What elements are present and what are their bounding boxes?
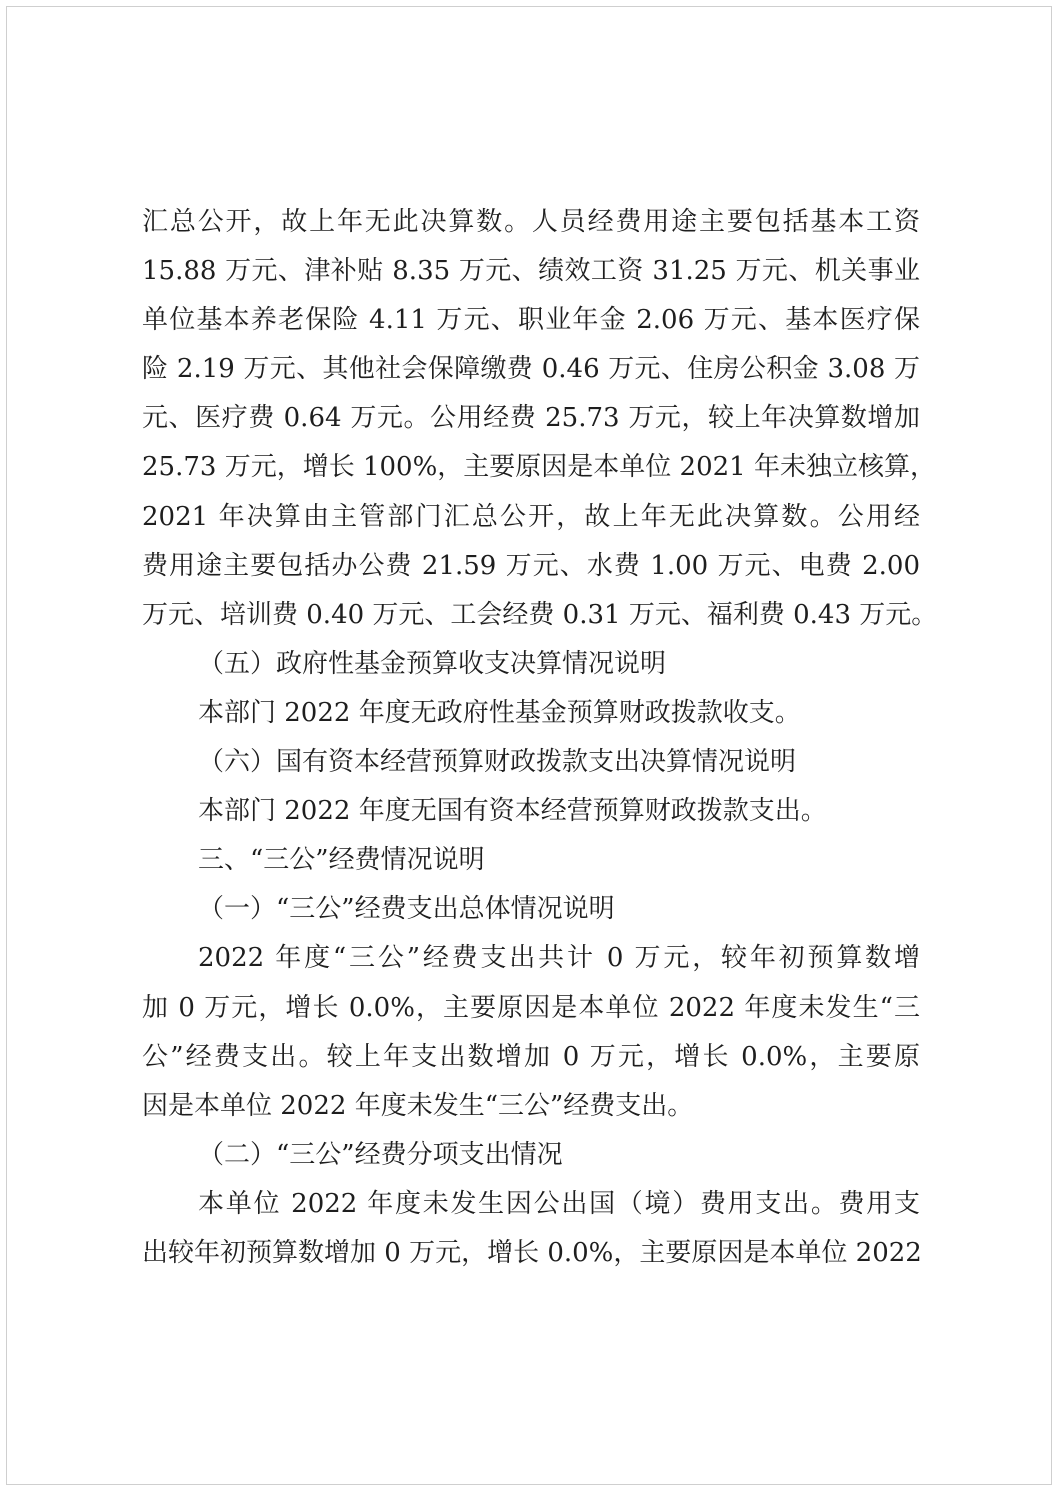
body-line: 本部门 2022 年度无政府性基金预算财政拨款收支。	[198, 697, 801, 728]
body-line: 险 2.19 万元、其他社会保障缴费 0.46 万元、住房公积金 3.08 万	[142, 354, 920, 385]
subsection-heading-one: （一）“三公”经费支出总体情况说明	[198, 894, 615, 925]
section-heading-five: （五）政府性基金预算收支决算情况说明	[198, 648, 667, 679]
body-line: 费用途主要包括办公费 21.59 万元、水费 1.00 万元、电费 2.00	[142, 550, 920, 581]
body-line: 2022 年度“三公”经费支出共计 0 万元，较年初预算数增	[198, 943, 920, 974]
body-line: 因是本单位 2022 年度未发生“三公”经费支出。	[142, 1090, 694, 1121]
body-line: 公”经费支出。较上年支出数增加 0 万元，增长 0.0%，主要原	[142, 1041, 920, 1072]
body-line: 汇总公开，故上年无此决算数。人员经费用途主要包括基本工资	[142, 207, 920, 237]
body-line: 单位基本养老保险 4.11 万元、职业年金 2.06 万元、基本医疗保	[142, 305, 920, 336]
body-line: 出较年初预算数增加 0 万元，增长 0.0%，主要原因是本单位 2022	[142, 1237, 922, 1268]
body-line: 加 0 万元，增长 0.0%，主要原因是本单位 2022 年度未发生“三	[142, 992, 920, 1023]
body-line: 本单位 2022 年度未发生因公出国（境）费用支出。费用支	[198, 1188, 920, 1219]
body-line: 本部门 2022 年度无国有资本经营预算财政拨款支出。	[198, 796, 827, 827]
body-line: 2021 年决算由主管部门汇总公开，故上年无此决算数。公用经	[142, 501, 920, 532]
body-line: 万元、培训费 0.40 万元、工会经费 0.31 万元、福利费 0.43 万元。	[142, 599, 938, 630]
section-heading-three: 三、“三公”经费情况说明	[198, 845, 485, 876]
document-body	[142, 198, 938, 1278]
section-heading-six: （六）国有资本经营预算财政拨款支出决算情况说明	[198, 747, 797, 778]
body-line: 元、医疗费 0.64 万元。公用经费 25.73 万元，较上年决算数增加	[142, 403, 920, 434]
subsection-heading-two: （二）“三公”经费分项支出情况	[198, 1139, 563, 1170]
body-line: 15.88 万元、津补贴 8.35 万元、绩效工资 31.25 万元、机关事业	[142, 256, 920, 287]
body-line: 25.73 万元，增长 100%，主要原因是本单位 2021 年未独立核算，	[142, 452, 936, 483]
